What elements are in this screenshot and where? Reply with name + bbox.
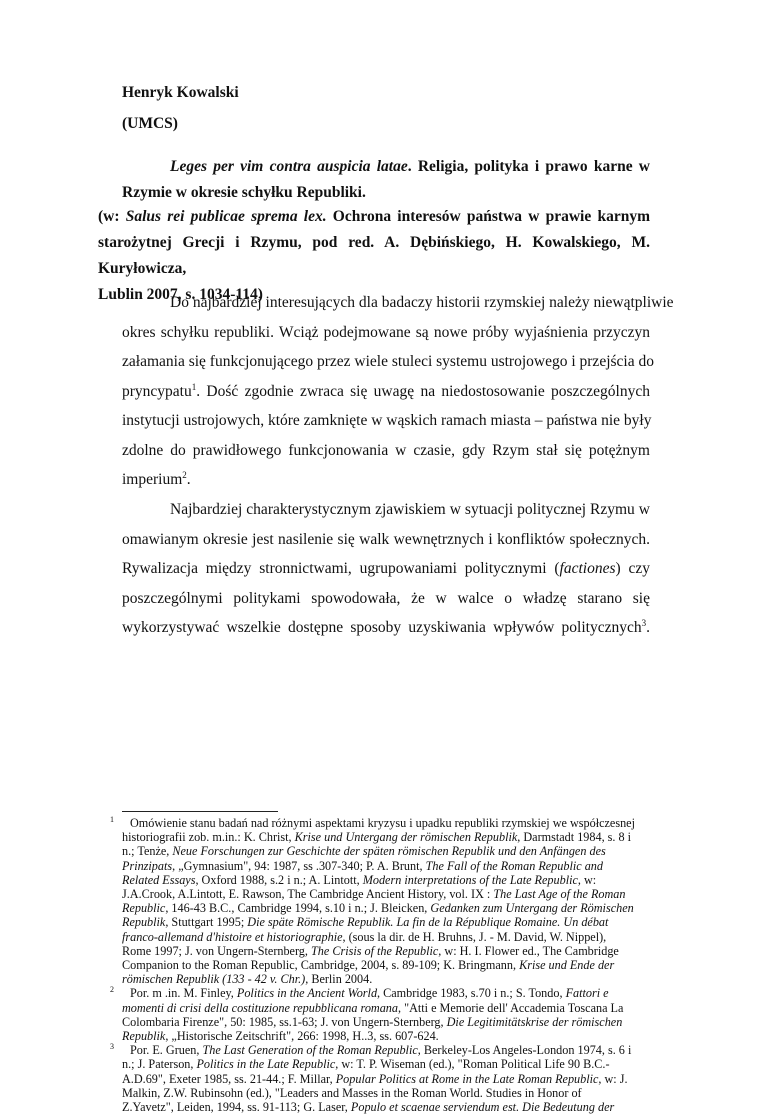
footnote-1: [110, 815, 650, 987]
fn-italic: Related Essays: [122, 872, 196, 887]
fn1-line: [122, 915, 650, 929]
fn1-line: [122, 830, 650, 844]
fn-text: Companion to the Roman Republic, Cambridge, 2004, s. 89-109; K. Bringmann,: [122, 958, 520, 973]
fn-italic: Popular Politics at Rome in the Late Roman Republic: [335, 1071, 599, 1086]
p1-line-6: zdolne do prawidłowego funkcjonowania w czasie, gdy Rzym stał się potężnym: [122, 441, 650, 459]
fn-text: , w:: [577, 872, 597, 887]
fn-text: Z.Yavetz", Leiden, 1994, ss. 91-113; G. Laser,: [122, 1100, 351, 1114]
fn-italic: Populo et scaenae serviendum est. Die Bedeutung der: [350, 1100, 615, 1114]
p1-line-4a: pryncypatu: [122, 382, 192, 400]
fn-italic: römischen Republik (133 - 42 v. Chr.): [122, 972, 306, 987]
fn-italic: Modern interpretations of the Late Republic: [362, 872, 578, 887]
footnote-separator: [122, 811, 278, 812]
fn3-line: [122, 1043, 650, 1057]
fn-italic: Krise und Ende der: [519, 958, 615, 973]
p2-line-3: [122, 554, 650, 584]
footnote-3: [110, 1042, 650, 1114]
fn-italic: Politics in the Late Republic: [196, 1057, 336, 1072]
source-line-1-rest: Ochrona interesów państwa w prawie karnym: [326, 208, 650, 225]
fn-italic: momenti di crisi della costituzione repubblicana romana: [122, 1000, 398, 1015]
fn-text: , Darmstadt 1984, s. 8 i: [517, 830, 632, 845]
p1-line-7: [122, 465, 650, 495]
p2-line-1: Najbardziej charakterystycznym zjawiskiem w sytuacji politycznej Rzymu w: [170, 501, 650, 518]
p2-line-3a: Rywalizacja między stronnictwami, ugrupowaniami politycznymi (: [122, 560, 560, 577]
fn-italic: Politics in the Ancient World: [236, 986, 378, 1001]
p2-line-5a: wykorzystywać wszelkie dostępne sposoby uzyskiwania wpływów politycznych: [122, 619, 642, 636]
footnote-ref-2[interactable]: 2: [182, 469, 187, 480]
footnote-2: [110, 985, 650, 1044]
title-line-2: Rzymie w okresie schyłku Republiki.: [122, 184, 366, 201]
fn-italic: The Crisis of the Republic: [311, 943, 439, 958]
fn-text: Colombaria Firenze", 50: 1985, ss.1-63; J. von Ungern-Sternberg,: [122, 1014, 447, 1029]
fn-italic: Fattori e: [565, 986, 609, 1001]
p1-line-5: instytucji ustrojowych, które zamknięte w wąskich ramach miasta – państwa nie były: [122, 412, 652, 429]
fn-text: , Oxford 1988, s.2 i n.; A. Lintott,: [195, 872, 363, 887]
p1-line-7a: imperium: [122, 471, 183, 488]
p1-line-1: Do najbardziej interesujących dla badaczy historii rzymskiej należy niewątpliwie: [170, 294, 674, 311]
fn-italic: Gedanken zum Untergang der Römischen: [430, 901, 634, 916]
fn-text: , „Historische Zeitschrift", 266: 1998, H..3, ss. 607-624.: [165, 1029, 439, 1044]
fn1-line: [122, 944, 650, 958]
source-line-1: [98, 204, 650, 230]
p2-line-5b: .: [646, 619, 650, 636]
footnote-ref-3[interactable]: 3: [641, 617, 647, 628]
fn-italic: The Last Generation of the Roman Republic: [202, 1043, 418, 1058]
fn2-line: [122, 1001, 650, 1015]
fn-text: Por. m .in. M. Finley,: [130, 986, 237, 1001]
p1-line-7b: .: [186, 471, 191, 488]
fn-italic: The Fall of the Roman Republic and: [425, 858, 603, 873]
p2-line-2: omawianym okresie jest nasilenie się walk wewnętrznych i konfliktów społecznych.: [122, 530, 650, 548]
footnotes: [110, 815, 650, 1114]
fn1-line: [122, 958, 650, 972]
fn-italic: Neue Forschungen zur Geschichte der späten römischen Republik und den Anfängen des: [172, 844, 606, 859]
fn-italic: Die Legitimitätskrise der römischen: [446, 1014, 623, 1029]
source-prefix: (w:: [98, 208, 126, 225]
source-italic-title: Salus rei publicae sprema lex.: [125, 208, 327, 225]
fn-italic: franco-allemand d'histoire et historiographie: [122, 929, 343, 944]
fn1-line: [122, 901, 650, 915]
fn-text: , „Gymnasium", 94: 1987, ss .307-340; P. A. Brunt,: [172, 858, 426, 873]
paragraph-2: [122, 495, 650, 643]
footnote-number: 1: [110, 815, 114, 824]
fn3-line: [122, 1100, 650, 1114]
fn-text: A.D.69", Exeter 1985, ss. 21-44.; F. Millar,: [122, 1071, 336, 1086]
fn-text: n.; J. Paterson,: [122, 1057, 197, 1072]
p1-line-3: załamania się funkcjonującego przez wiele stuleci systemu ustrojowego i przejścia do: [122, 353, 654, 370]
source-line-3: Lublin 2007, s. 1034-114): [98, 286, 263, 303]
footnote-ref-1[interactable]: 1: [191, 381, 197, 392]
title-line-1: [122, 154, 650, 180]
fn-italic: The Last Age of the Roman: [493, 887, 626, 902]
author-name: Henryk Kowalski: [122, 84, 239, 101]
fn-text: , 146-43 B.C., Cambridge 1994, s.10 i n.; J. Bleicken,: [165, 901, 431, 916]
footnote-number: 2: [110, 985, 114, 995]
p1-line-4: [122, 377, 650, 407]
fn3-line: [122, 1072, 650, 1086]
article-title: [122, 154, 650, 206]
p2-line-3b: ) czy: [615, 560, 650, 577]
fn1-line: [122, 873, 650, 887]
fn1-line: [122, 887, 650, 901]
fn1-line: Omówienie stanu badań nad różnymi aspektami kryzysu i upadku republiki rzymskiej we współczesnej: [130, 816, 635, 830]
p2-line-5: [122, 613, 650, 643]
fn1-line: [122, 844, 650, 858]
fn-text: , w: J.: [598, 1071, 628, 1086]
footnote-number: 3: [110, 1042, 114, 1052]
author-affiliation: (UMCS): [122, 115, 178, 132]
fn-text: , "Atti e Memorie dell' Accademia Toscana La: [398, 1000, 624, 1015]
fn-text: , Cambridge 1983, s.70 i n.; S. Tondo,: [377, 986, 566, 1001]
fn-italic: Die späte Römische Republik. La fin de la République Romaine. Un débat: [247, 915, 609, 930]
fn2-line: [122, 1029, 650, 1043]
fn3-line: Malkin, Z.W. Rubinsohn (ed.), "Leaders and Masses in the Roman World. Studies in Honor of: [122, 1085, 582, 1100]
paragraph-1: [122, 288, 674, 495]
p1-line-2: okres schyłku republiki. Wciąż podejmowane są nowe próby wyjaśnienia przyczyn: [122, 323, 650, 341]
fn-text: , w: H. I. Flower ed., The Cambridge: [438, 943, 619, 958]
fn-text: Stuttgart 1995;: [168, 915, 248, 930]
title-rest: . Religia, polityka i prawo karne w: [407, 158, 650, 175]
fn-text: Por. E. Gruen,: [130, 1043, 203, 1058]
fn-text: , Berkeley-Los Angeles-London 1974, s. 6 i: [417, 1043, 632, 1058]
fn1-line: [122, 859, 650, 873]
fn-italic: Republik: [122, 1029, 166, 1044]
fn-text: , Berlin 2004.: [305, 972, 373, 987]
fn-text: Rome 1997; J. von Ungern-Sternberg,: [122, 943, 311, 958]
fn-text: , w: T. P. Wiseman (ed.), "Roman Political Life 90 B.C.-: [335, 1057, 610, 1072]
fn1-line: [122, 930, 650, 944]
fn1-line: [122, 972, 650, 986]
fn-text: historiografii zob. m.in.: K. Christ,: [122, 830, 295, 845]
fn3-line: [122, 1057, 650, 1071]
fn-text: J.A.Crook, A.Lintott, E. Rawson, The Cambridge Ancient History, vol. IX :: [122, 887, 494, 902]
fn-italic: Republic: [122, 901, 166, 916]
fn-italic: Republik,: [122, 915, 169, 930]
source-line-2: starożytnej Grecji i Rzymu, pod red. A. Dębińskiego, H. Kowalskiego, M. Kuryłowicza,: [98, 234, 650, 277]
p1-line-4b: . Dość zgodnie zwraca się uwagę na niedostosowanie poszczególnych: [196, 382, 650, 400]
p2-line-4: poszczególnymi politykami spowodowała, że w walce o władzę starano się: [122, 589, 650, 607]
p2-factiones: factiones: [559, 560, 616, 577]
fn-text: , (sous la dir. de H. Bruhns, J. - M. David, W. Nippel),: [342, 929, 607, 944]
title-italic: Leges per vim contra auspicia latae: [170, 158, 408, 175]
fn2-line: [122, 1015, 650, 1029]
fn-italic: Prinzipats: [122, 858, 173, 873]
fn-text: n.; Tenże,: [122, 844, 173, 859]
fn-italic: Krise und Untergang der römischen Republik: [294, 830, 518, 845]
